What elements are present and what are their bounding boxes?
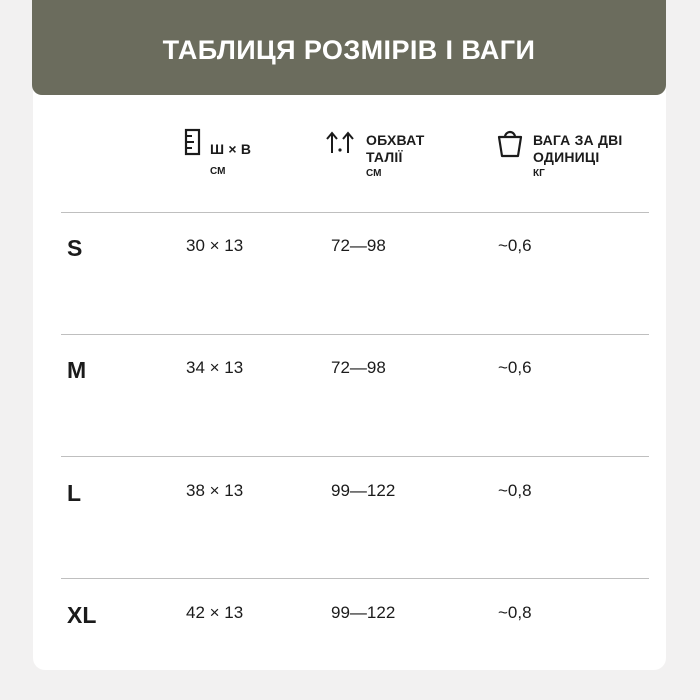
- waist-value: 72—98: [331, 358, 386, 377]
- size-label: L: [67, 480, 82, 506]
- column-header-text: [366, 128, 425, 180]
- column-unit: СМ: [210, 166, 226, 177]
- size-chart-card: [33, 0, 666, 670]
- dimensions-value: 42 × 13: [186, 603, 244, 622]
- waist-value: 99—122: [331, 603, 396, 622]
- column-label: ВАГА ЗА ДВІ: [533, 132, 623, 148]
- column-header-weight: [496, 128, 623, 180]
- weight-value: ~0,8: [498, 481, 532, 500]
- waist-value: 99—122: [331, 481, 396, 500]
- ruler-icon: [184, 128, 202, 156]
- dimensions-value: 34 × 13: [186, 358, 244, 377]
- size-label: XL: [67, 602, 97, 628]
- column-label: ТАЛІЇ: [366, 149, 403, 165]
- row-divider: [61, 212, 649, 213]
- weight-value: ~0,8: [498, 603, 532, 622]
- page-title: ТАБЛИЦЯ РОЗМІРІВ І ВАГИ: [162, 35, 536, 65]
- column-label: ОДИНИЦІ: [533, 149, 600, 165]
- dimensions-value: 38 × 13: [186, 481, 244, 500]
- row-divider: [61, 578, 649, 579]
- column-header-text: [210, 128, 251, 178]
- column-header-waist: [326, 128, 425, 180]
- row-divider: [61, 456, 649, 457]
- waist-measure-icon: [326, 128, 356, 154]
- weight-value: ~0,6: [498, 236, 532, 255]
- dimensions-value: 30 × 13: [186, 236, 244, 255]
- waist-value: 72—98: [331, 236, 386, 255]
- size-label: S: [67, 235, 83, 261]
- column-unit: СМ: [366, 168, 382, 179]
- header-banner: [32, 0, 666, 95]
- size-label: M: [67, 357, 87, 383]
- row-divider: [61, 334, 649, 335]
- column-label: ОБХВАТ: [366, 132, 425, 148]
- column-header-text: [533, 128, 623, 180]
- weight-value: ~0,6: [498, 358, 532, 377]
- column-label: Ш × В: [210, 141, 252, 157]
- column-unit: КГ: [533, 168, 545, 179]
- weight-icon: [496, 128, 524, 158]
- column-header-dimensions: [184, 128, 251, 178]
